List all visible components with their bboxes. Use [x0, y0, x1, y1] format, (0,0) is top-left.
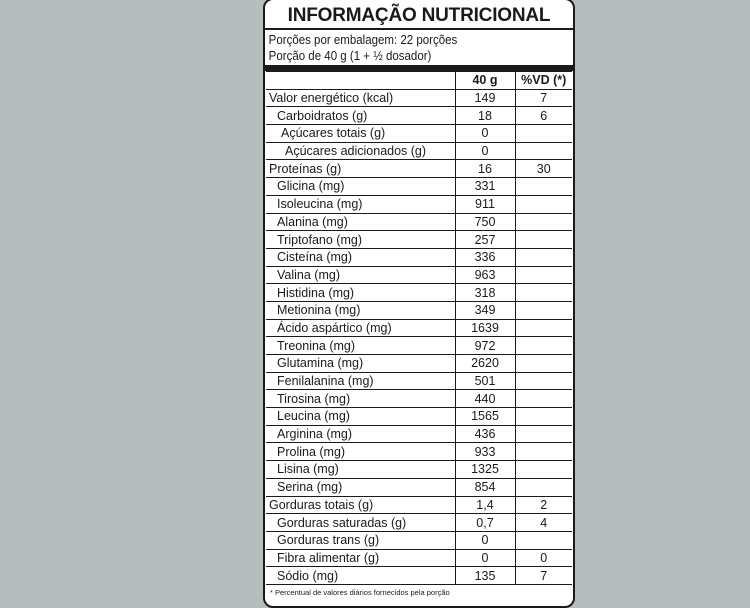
header-blank	[266, 72, 455, 90]
nutrient-name: Fenilalanina (mg)	[266, 372, 455, 390]
nutrient-amount: 963	[455, 266, 515, 284]
table-row	[266, 567, 572, 585]
nutrient-daily-value	[515, 231, 572, 249]
nutrient-daily-value	[515, 301, 572, 319]
nutrient-amount: 0	[455, 125, 515, 143]
table-row	[266, 319, 572, 337]
nutrient-name: Serina (mg)	[266, 478, 455, 496]
nutrient-daily-value	[515, 213, 572, 231]
nutrient-amount: 336	[455, 248, 515, 266]
table-row	[266, 390, 572, 408]
nutrient-daily-value	[515, 266, 572, 284]
nutrient-name: Fibra alimentar (g)	[266, 549, 455, 567]
table-row	[266, 248, 572, 266]
table-row	[266, 301, 572, 319]
nutrient-amount: 18	[455, 107, 515, 125]
table-header-row	[266, 72, 572, 90]
table-row	[266, 195, 572, 213]
nutrient-name: Alanina (mg)	[266, 213, 455, 231]
nutrient-name: Valina (mg)	[266, 266, 455, 284]
table-row	[266, 461, 572, 479]
nutrient-amount: 0	[455, 531, 515, 549]
nutrient-amount: 16	[455, 160, 515, 178]
nutrient-amount: 331	[455, 178, 515, 196]
nutrient-daily-value	[515, 372, 572, 390]
nutrient-name: Metionina (mg)	[266, 301, 455, 319]
nutrient-name: Gorduras saturadas (g)	[266, 514, 455, 532]
nutrient-name: Ácido aspártico (mg)	[266, 319, 455, 337]
nutrient-daily-value	[515, 531, 572, 549]
header-daily-value: %VD (*)	[515, 72, 572, 90]
nutrient-daily-value	[515, 337, 572, 355]
nutrition-facts-label	[263, 0, 575, 608]
nutrient-amount: 318	[455, 284, 515, 302]
servings-per-package: Porções por embalagem: 22 porções	[268, 33, 458, 47]
nutrient-daily-value	[515, 142, 572, 160]
nutrient-amount: 933	[455, 443, 515, 461]
nutrient-daily-value	[515, 178, 572, 196]
nutrient-name: Sódio (mg)	[266, 567, 455, 585]
nutrient-name: Gorduras trans (g)	[266, 531, 455, 549]
nutrient-amount: 854	[455, 478, 515, 496]
nutrient-amount: 1325	[455, 461, 515, 479]
nutrient-name: Proteínas (g)	[266, 160, 455, 178]
table-row	[266, 531, 572, 549]
table-row	[266, 213, 572, 231]
nutrient-name: Açúcares totais (g)	[266, 125, 455, 143]
nutrient-daily-value	[515, 461, 572, 479]
nutrient-name: Glicina (mg)	[266, 178, 455, 196]
table-row	[266, 514, 572, 532]
table-row	[266, 89, 572, 107]
nutrient-name: Lisina (mg)	[266, 461, 455, 479]
table-row	[266, 125, 572, 143]
nutrient-amount: 257	[455, 231, 515, 249]
nutrient-daily-value: 6	[515, 107, 572, 125]
nutrient-name: Prolina (mg)	[266, 443, 455, 461]
nutrient-amount: 135	[455, 567, 515, 585]
nutrient-name: Arginina (mg)	[266, 425, 455, 443]
nutrient-daily-value	[515, 125, 572, 143]
nutrient-amount: 1565	[455, 408, 515, 426]
nutrient-amount: 2620	[455, 355, 515, 373]
label-title: INFORMAÇÃO NUTRICIONAL	[265, 0, 573, 30]
nutrient-daily-value	[515, 408, 572, 426]
nutrient-amount: 501	[455, 372, 515, 390]
nutrient-name: Açúcares adicionados (g)	[266, 142, 455, 160]
nutrient-daily-value	[515, 425, 572, 443]
nutrient-daily-value: 7	[515, 567, 572, 585]
nutrient-amount: 440	[455, 390, 515, 408]
nutrient-daily-value: 7	[515, 89, 572, 107]
nutrient-daily-value	[515, 284, 572, 302]
table-row	[266, 142, 572, 160]
table-row	[266, 408, 572, 426]
nutrient-name: Tirosina (mg)	[266, 390, 455, 408]
nutrient-name: Cisteína (mg)	[266, 248, 455, 266]
nutrient-daily-value	[515, 355, 572, 373]
table-row	[266, 425, 572, 443]
nutrient-daily-value: 2	[515, 496, 572, 514]
nutrient-daily-value	[515, 390, 572, 408]
nutrition-table	[266, 71, 572, 585]
table-row	[266, 231, 572, 249]
nutrient-amount: 750	[455, 213, 515, 231]
table-row	[266, 372, 572, 390]
nutrient-daily-value	[515, 248, 572, 266]
footnote: * Percentual de valores diários fornecidos pela porção	[270, 587, 450, 597]
table-row	[266, 337, 572, 355]
nutrient-name: Valor energético (kcal)	[266, 89, 455, 107]
table-row	[266, 178, 572, 196]
nutrient-amount: 436	[455, 425, 515, 443]
table-row	[266, 284, 572, 302]
nutrient-name: Isoleucina (mg)	[266, 195, 455, 213]
table-row	[266, 478, 572, 496]
table-row	[266, 496, 572, 514]
nutrient-daily-value	[515, 195, 572, 213]
nutrient-amount: 0	[455, 549, 515, 567]
table-row	[266, 266, 572, 284]
nutrient-name: Gorduras totais (g)	[266, 496, 455, 514]
nutrient-amount: 911	[455, 195, 515, 213]
nutrient-amount: 1,4	[455, 496, 515, 514]
nutrient-name: Glutamina (mg)	[266, 355, 455, 373]
nutrient-daily-value	[515, 443, 572, 461]
nutrient-amount: 1639	[455, 319, 515, 337]
nutrient-daily-value	[515, 478, 572, 496]
table-row	[266, 107, 572, 125]
nutrient-name: Triptofano (mg)	[266, 231, 455, 249]
header-amount: 40 g	[455, 72, 515, 90]
nutrient-name: Leucina (mg)	[266, 408, 455, 426]
serving-size: Porção de 40 g (1 + ½ dosador)	[268, 49, 432, 63]
table-row	[266, 549, 572, 567]
nutrient-daily-value: 4	[515, 514, 572, 532]
nutrient-amount: 0	[455, 142, 515, 160]
nutrient-amount: 0,7	[455, 514, 515, 532]
nutrient-daily-value: 0	[515, 549, 572, 567]
nutrient-name: Treonina (mg)	[266, 337, 455, 355]
nutrient-name: Histidina (mg)	[266, 284, 455, 302]
nutrient-daily-value	[515, 319, 572, 337]
nutrient-name: Carboidratos (g)	[266, 107, 455, 125]
table-row	[266, 355, 572, 373]
nutrient-amount: 149	[455, 89, 515, 107]
nutrient-amount: 972	[455, 337, 515, 355]
table-row	[266, 443, 572, 461]
nutrient-amount: 349	[455, 301, 515, 319]
table-row	[266, 160, 572, 178]
nutrient-daily-value: 30	[515, 160, 572, 178]
